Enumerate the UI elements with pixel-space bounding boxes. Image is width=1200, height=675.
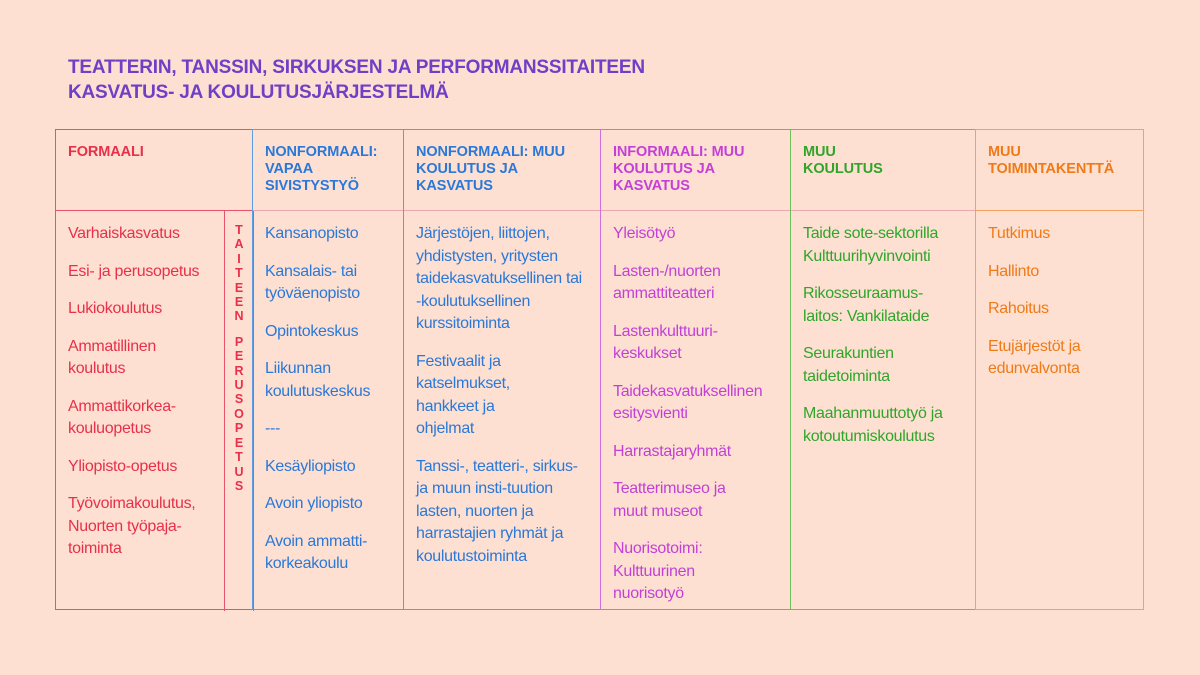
vertical-letter: P — [234, 334, 244, 349]
vertical-label-text — [225, 223, 253, 493]
column-body-informaali — [613, 223, 784, 621]
vertical-letter — [225, 324, 253, 335]
vertical-letter: T — [235, 450, 243, 465]
list-item: Rahoitus — [988, 300, 1049, 317]
list-item: Avoin ammatti-korkeakoulu — [265, 532, 368, 572]
column-nonformaali-vapaa — [252, 129, 404, 610]
list-item: Lasten-/nuorten ammattiteatteri — [613, 262, 721, 302]
column-formaali — [55, 129, 253, 610]
list-item: Opintokeskus — [265, 322, 359, 340]
column-body-nonformaali-vapaa — [265, 223, 397, 591]
list-item: Lastenkulttuuri-keskukset — [613, 322, 718, 362]
list-item: Nuorisotoimi: Kulttuurinen nuorisotyö — [613, 540, 703, 602]
vertical-letter: I — [237, 251, 241, 266]
column-muu-toimintakentta — [975, 129, 1144, 610]
list-item: Teatterimuseo ja muut museot — [613, 480, 726, 520]
header-muu-toimintakentta-label: MUU TOIMINTAKENTTÄ — [988, 144, 1115, 177]
column-body-muu-toimintakentta — [988, 223, 1137, 396]
column-header-formaali — [56, 130, 252, 211]
vertical-letter: S — [234, 392, 244, 407]
list-item: Taidekasvatuksellinen esitysvienti — [613, 382, 763, 422]
vertical-letter: R — [234, 363, 244, 378]
column-header-muu-toimintakentta — [976, 130, 1143, 211]
column-header-muu-koulutus — [791, 130, 975, 211]
header-nonformaali-vapaa-label: NONFORMAALI: VAPAA SIVISTYSTYÖ — [265, 144, 378, 194]
column-muu-koulutus — [790, 129, 976, 610]
list-item: Liikunnan koulutuskeskus — [265, 360, 371, 400]
vertical-letter: P — [234, 421, 244, 436]
list-item: Etujärjestöt ja edunvalvonta — [988, 337, 1081, 377]
education-system-table — [55, 129, 1144, 612]
list-item: Varhaiskasvatus — [68, 225, 180, 242]
list-item: Kansanopisto — [265, 225, 359, 242]
vertical-letter: N — [234, 309, 244, 324]
list-item: Ammattikorkea-kouluopetus — [68, 397, 176, 437]
list-item: Harrastajaryhmät — [613, 442, 731, 460]
vertical-letter: E — [234, 280, 244, 295]
column-body-formaali — [68, 223, 216, 576]
list-item: Taide sote-sektorilla Kulttuurihyvinvointi — [803, 225, 939, 265]
vertical-letter: O — [234, 406, 244, 421]
vertical-letter: E — [234, 435, 244, 450]
vertical-label-taiteen-perusopetus — [224, 211, 254, 611]
list-item: Työvoimakoulutus, Nuorten työpaja-toiminta — [68, 495, 196, 557]
vertical-letter: E — [234, 349, 244, 364]
list-item: Seurakuntien taidetoiminta — [803, 345, 894, 385]
vertical-letter: U — [234, 378, 244, 393]
title-line-2: KASVATUS- JA KOULUTUSJÄRJESTELMÄ — [68, 82, 449, 103]
column-header-nonformaali-muu — [404, 130, 600, 211]
header-nonformaali-muu-label: NONFORMAALI: MUU KOULUTUS JA KASVATUS — [416, 144, 566, 194]
title-line-1: TEATTERIN, TANSSIN, SIRKUKSEN JA PERFORMANSSITAITEEN — [68, 57, 645, 78]
header-formaali-label: FORMAALI — [68, 144, 144, 160]
vertical-letter: T — [235, 266, 243, 281]
column-body-muu-koulutus — [803, 223, 969, 463]
list-item: Esi- ja perusopetus — [68, 262, 200, 280]
list-item: Avoin yliopisto — [265, 495, 363, 512]
vertical-letter: T — [235, 223, 243, 237]
list-item: Ammatillinen koulutus — [68, 337, 156, 377]
column-nonformaali-muu — [403, 129, 601, 610]
list-item: Järjestöjen, liittojen, yhdistysten, yritysten taidekasvatuksellinen tai -koulutuksellinen kurssitoiminta — [416, 225, 582, 332]
list-item: --- — [265, 420, 281, 437]
list-item: Tanssi-, teatteri-, sirkus- ja muun insti-tuution lasten, nuorten ja harrastajien ryhmät ja koulutustoiminta — [416, 457, 578, 565]
vertical-letter: S — [234, 478, 244, 493]
list-item: Tutkimus — [988, 225, 1050, 242]
header-muu-koulutus-label: MUU KOULUTUS — [803, 144, 883, 177]
column-body-nonformaali-muu — [416, 223, 594, 583]
list-item: Maahanmuuttotyö ja kotoutumiskoulutus — [803, 405, 943, 445]
header-informaali-label: INFORMAALI: MUU KOULUTUS JA KASVATUS — [613, 144, 745, 194]
vertical-letter: A — [234, 237, 244, 252]
list-item: Hallinto — [988, 262, 1039, 280]
list-item: Festivaalit ja katselmukset, hankkeet ja ohjelmat — [416, 352, 510, 437]
list-item: Kesäyliopisto — [265, 457, 356, 475]
column-header-nonformaali-vapaa — [253, 130, 403, 211]
list-item: Yleisötyö — [613, 225, 676, 242]
vertical-letter: E — [234, 295, 244, 310]
list-item: Yliopisto-opetus — [68, 457, 178, 475]
list-item: Rikosseuraamus-laitos: Vankilataide — [803, 285, 930, 325]
column-header-informaali — [601, 130, 790, 211]
page-title — [68, 55, 645, 105]
column-informaali — [600, 129, 791, 610]
list-item: Lukiokoulutus — [68, 300, 162, 317]
list-item: Kansalais- tai työväenopisto — [265, 262, 360, 302]
vertical-letter: U — [234, 464, 244, 479]
